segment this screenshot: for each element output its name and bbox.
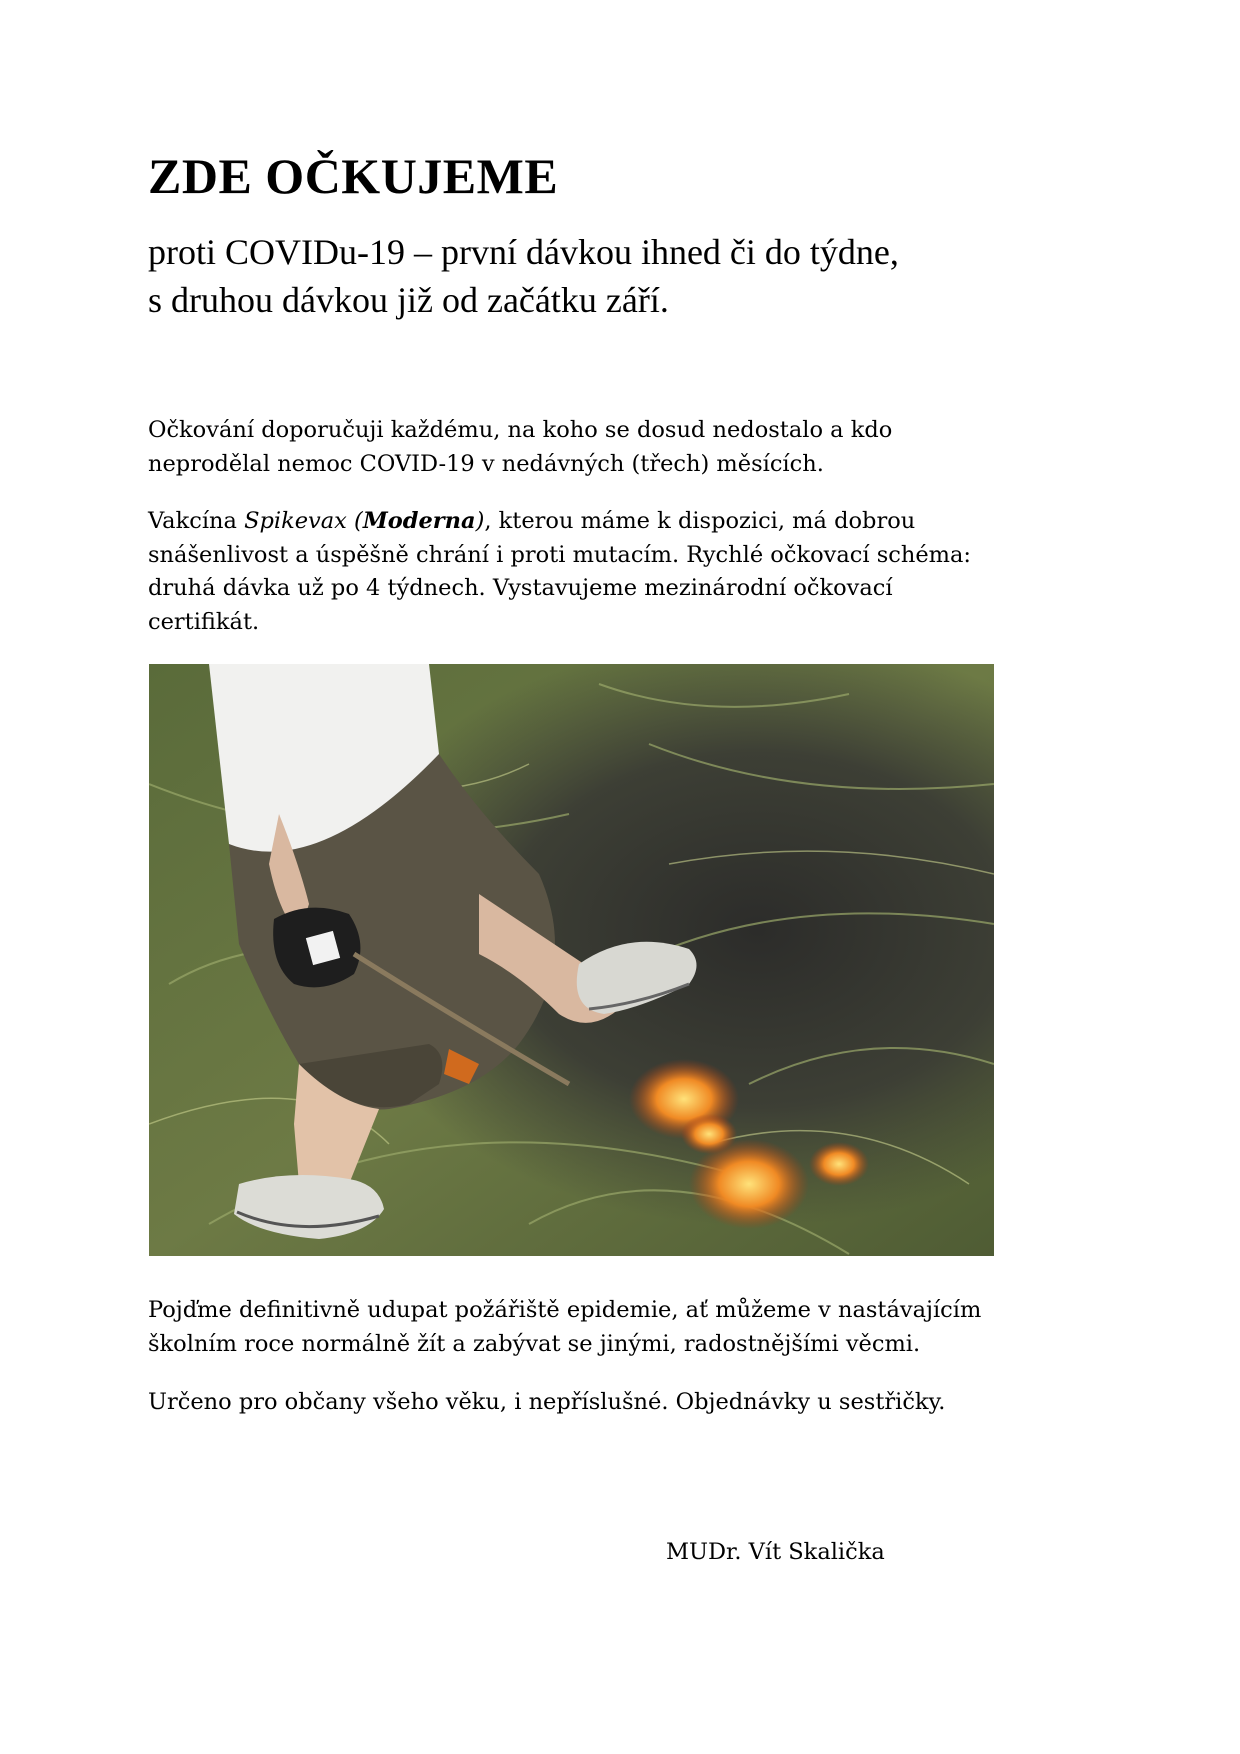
vaccine-close: ): [475, 508, 485, 534]
page-title: ZDE OČKUJEME: [148, 148, 559, 204]
photo-stomping-fire: [149, 664, 994, 1256]
vaccine-maker: Moderna: [362, 508, 476, 534]
vaccine-name: Spikevax (: [244, 508, 363, 534]
vaccine-prefix: Vakcína: [148, 508, 245, 534]
paragraph-recommendation: Očkování doporučuji každému, na koho se dosud nedostalo a kdo neprodělal nemoc COVID-19 v nedávných (třech) měsících.: [148, 417, 893, 477]
signature: MUDr. Vít Skalička: [666, 1539, 885, 1565]
paragraph-appeal: Pojďme definitivně udupat požářiště epidemie, ať můžeme v nastávajícím školním roce normálně žít a zabývat se jinými, radostnějšími věcmi.: [148, 1297, 982, 1357]
vaccine-details: , kterou máme k dispozici, má dobrou snášenlivost a úspěšně chrání i proti mutacím. Rychlé očkovací schéma: druhá dávka už po 4 týdnech. Vystavujeme mezinárodní očkovací certifikát.: [148, 508, 971, 635]
paragraph-audience: Určeno pro občany všeho věku, i nepříslušné. Objednávky u sestřičky.: [148, 1389, 946, 1415]
paragraph-vaccine: [148, 505, 1088, 639]
page-subtitle: proti COVIDu-19 – první dávkou ihned či do týdne, s druhou dávkou již od začátku září.: [148, 232, 899, 320]
